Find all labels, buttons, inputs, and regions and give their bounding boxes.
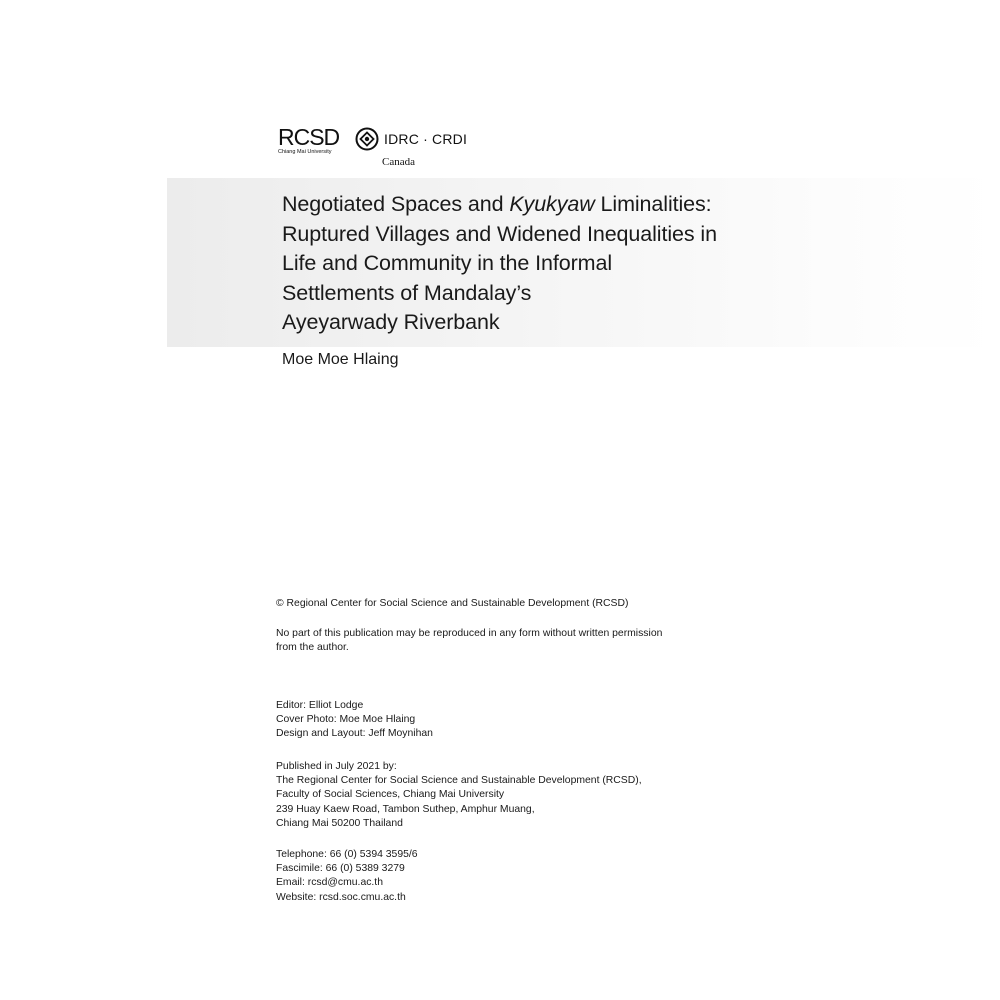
rcsd-logo-mark: RCSD: [278, 124, 340, 150]
published-date: Published in July 2021 by:: [276, 761, 397, 772]
copyright-notice: [276, 597, 628, 611]
title-line-2: Ruptured Villages and Widened Inequalities in: [282, 221, 717, 246]
idrc-wordmark: IDRC · CRDI: [384, 131, 468, 147]
publisher-address-2: Chiang Mai 50200 Thailand: [276, 817, 403, 829]
editor-credit: Editor: Elliot Lodge: [276, 700, 364, 711]
idrc-logo: [355, 127, 475, 175]
title-line-1-start: Negotiated Spaces and: [282, 192, 510, 216]
canada-wordmark: Canada: [382, 156, 415, 168]
rcsd-logo: [278, 126, 342, 160]
title-line-1: [282, 190, 752, 220]
title-italic-term: Kyukyaw: [509, 192, 595, 216]
rights-line-2: from the author.: [276, 642, 349, 654]
credits-block: [276, 699, 433, 742]
publisher-faculty: Faculty of Social Sciences, Chiang Mai University: [276, 789, 505, 801]
copyright-line: © Regional Center for Social Science and Sustainable Development (RCSD): [276, 598, 629, 609]
fax: Fascimile: 66 (0) 5389 3279: [276, 863, 405, 875]
contact-block: [276, 848, 418, 905]
rights-line-1: No part of this publication may be reproduced in any form without written permission: [276, 628, 663, 639]
title-line-5: Ayeyarwady Riverbank: [282, 310, 500, 334]
title-line-4: Settlements of Mandalay’s: [282, 280, 532, 305]
website: Website: rcsd.soc.cmu.ac.th: [276, 891, 406, 903]
idrc-emblem-icon: [355, 127, 379, 151]
author-name: Moe Moe Hlaing: [282, 351, 399, 368]
publisher-name: The Regional Center for Social Science and Sustainable Development (RCSD),: [276, 775, 642, 787]
rights-notice: [276, 627, 662, 655]
title-line-1-end: Liminalities:: [594, 192, 712, 216]
document-title: [282, 190, 752, 338]
title-line-3: Life and Community in the Informal: [282, 251, 613, 275]
telephone: Telephone: 66 (0) 5394 3595/6: [276, 849, 418, 860]
design-credit: Design and Layout: Jeff Moynihan: [276, 728, 433, 740]
publisher-block: [276, 760, 642, 831]
email: Email: rcsd@cmu.ac.th: [276, 877, 383, 889]
rcsd-logo-subtitle: Chiang Mai University: [278, 149, 332, 155]
cover-photo-credit: Cover Photo: Moe Moe Hlaing: [276, 714, 416, 726]
publisher-address-1: 239 Huay Kaew Road, Tambon Suthep, Amphur Muang,: [276, 803, 535, 815]
